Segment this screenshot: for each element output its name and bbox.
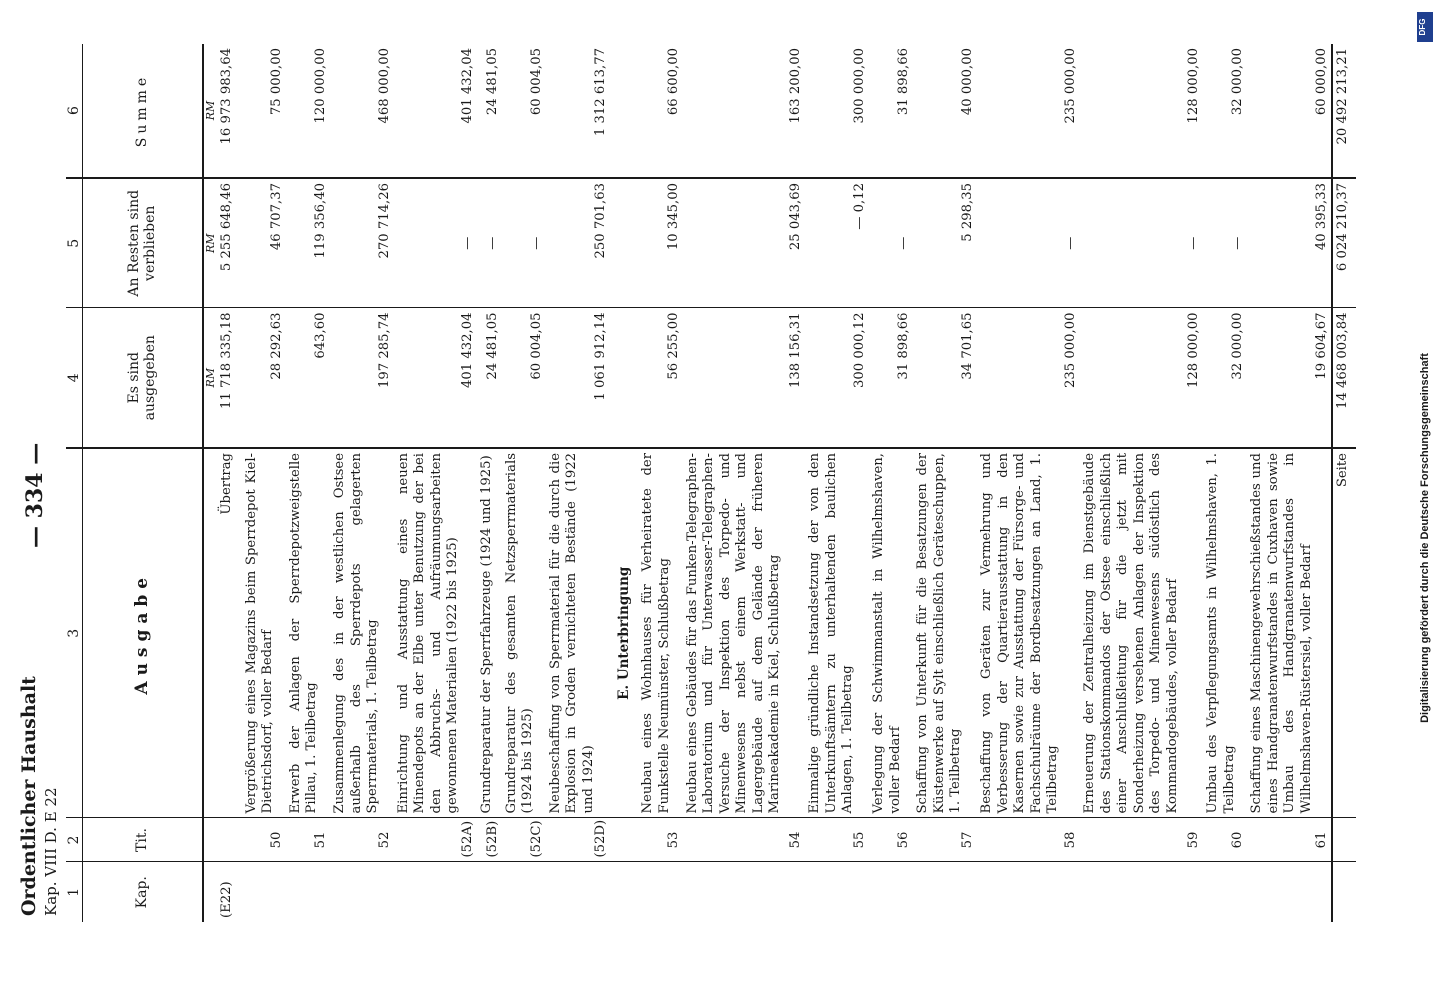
header-ausgegeben: Es sind ausgegeben [83, 308, 203, 448]
uebertrag-row [217, 44, 242, 922]
credit-text: Digitalisierung gefördert durch die Deutsche Forschungsgemeinschaft [1419, 353, 1431, 723]
summe-cell: 66 600,00 [638, 44, 682, 178]
summe-cell: 40 000,00 [913, 44, 977, 178]
seite-ausgegeben: 14 468 003,84 [1332, 308, 1356, 448]
resten-cell: — [477, 178, 501, 308]
tit-cell: 55 [805, 818, 869, 862]
description-cell: Umbau des Verpflegungsamts in Wilhelmshaven, 1. Teilbetrag [1203, 448, 1247, 818]
description-cell: Zusammenlegung des in der westlichen Ostsee außerhalb des Sperrdepots gelagerten Sperrmaterials, 1. Teilbetrag [330, 448, 394, 818]
page-number: — 334 — [22, 442, 48, 548]
table-row [242, 44, 286, 922]
ausgegeben-cell: 60 004,05 [502, 308, 546, 448]
tit-cell: (52A) [394, 818, 477, 862]
description-cell: Neubau eines Gebäudes für das Funken-Telegraphen-Laboratorium und für Unterwasser-Telegraphen-Versuche der Inspektion des Torpedo- und Minenwesens nebst einem Werkstatt- und Lagergebäude auf dem Gelände der früheren Marineakademie in Kiel, Schlußbetrag [683, 448, 806, 818]
summe-cell: 24 481,05 [477, 44, 501, 178]
summe-cell: 300 000,00 [805, 44, 869, 178]
summe-cell: 60 004,05 [502, 44, 546, 178]
unit-ausgegeben: RM [203, 308, 217, 448]
resten-cell: — [394, 178, 477, 308]
resten-cell: 5 298,35 [913, 178, 977, 308]
kap-value: (E22) [218, 881, 234, 918]
colnum-4: 4 [66, 308, 83, 448]
ausgegeben-cell: 32 000,00 [1203, 308, 1247, 448]
ausgegeben-cell: 1 061 912,14 [546, 308, 610, 448]
header-row [83, 44, 203, 922]
kap-cell [502, 862, 546, 922]
kap-cell [683, 862, 806, 922]
uebertrag-label: Übertrag [217, 448, 242, 818]
table-row [502, 44, 546, 922]
table-row [913, 44, 977, 922]
seite-summe: 20 492 213,21 [1332, 44, 1356, 178]
resten-cell: — [502, 178, 546, 308]
section-row [610, 44, 639, 922]
summe-cell: 120 000,00 [286, 44, 330, 178]
description-cell: Schaffung von Unterkunft für die Besatzungen der Küstenwerke auf Sylt einschließlich Geräteschuppen, 1. Teilbetrag [913, 448, 977, 818]
header-tit: Tit. [83, 818, 203, 862]
ausgegeben-cell: 235 000,00 [977, 308, 1080, 448]
description-cell: Neubau eines Wohnhauses für Verheiratete der Funkstelle Neumünster, Schlußbetrag [638, 448, 682, 818]
tit-cell: 60 [1203, 818, 1247, 862]
resten-cell: 25 043,69 [683, 178, 806, 308]
kap-cell [869, 862, 913, 922]
tit-cell: 57 [913, 818, 977, 862]
description-cell: Erwerb der Anlagen der Sperrdepotzweigstelle Pillau, 1. Teilbetrag [286, 448, 330, 818]
kap-cell [638, 862, 682, 922]
ausgegeben-cell: 34 701,65 [913, 308, 977, 448]
description-cell: Beschaffung von Geräten zur Vermehrung und Verbesserung der Quartierausstattung in den Kasernen sowie zur Ausstattung der Fürsorge- und Fachschulräume der Bordbesatzungen an Land, 1. Teilbetrag [977, 448, 1080, 818]
table-row [638, 44, 682, 922]
rows-section-d [242, 44, 610, 922]
table-row [546, 44, 610, 922]
table-row [869, 44, 913, 922]
resten-cell: — 0,12 [805, 178, 869, 308]
unit-summe: RM [203, 44, 217, 178]
uebertrag-resten: 5 255 648,46 [217, 178, 242, 308]
description-cell: Grundreparatur der Sperrfahrzeuge (1924 und 1925) [477, 448, 501, 818]
summe-cell: 401 432,04 [394, 44, 477, 178]
colnum-3: 3 [66, 448, 83, 818]
table-row [1203, 44, 1247, 922]
description-cell: Einrichtung und Ausstattung eines neuen Minendepots an der Elbe unter Benutzung der bei den Abbruchs- und Aufräumungsarbeiten gewonnenen Materialien (1922 bis 1925) [394, 448, 477, 818]
uebertrag-ausgegeben: 11 718 335,18 [217, 308, 242, 448]
seite-resten: 6 024 210,37 [1332, 178, 1356, 308]
resten-cell: 250 701,63 [546, 178, 610, 308]
ausgegeben-cell: 643,60 [286, 308, 330, 448]
tit-cell: 54 [683, 818, 806, 862]
kap-cell [913, 862, 977, 922]
colnum-2: 2 [66, 818, 83, 862]
kap-cell [805, 862, 869, 922]
resten-cell: — [869, 178, 913, 308]
resten-cell: 46 707,37 [242, 178, 286, 308]
table-row [805, 44, 869, 922]
resten-cell: 10 345,00 [638, 178, 682, 308]
section-e-title: E. Unterbringung [610, 448, 639, 818]
header-summe: Summe [83, 44, 203, 178]
kap-cell [286, 862, 330, 922]
colnum-6: 6 [66, 44, 83, 178]
kap-cell [242, 862, 286, 922]
kap-cell [1203, 862, 1247, 922]
ausgegeben-cell: 31 898,66 [869, 308, 913, 448]
tit-cell: (52B) [477, 818, 501, 862]
description-cell: Erneuerung der Zentralheizung im Dienstgebäude des Stationskommandos der Ostsee einschließlich einer Anschlußleitung für die jetzt mit Sonderheizung versehenen Anlagen der Inspektion des Torpedo- und Minenwesens südöstlich des Kommandogebäudes, voller Bedarf [1080, 448, 1203, 818]
uebertrag-summe: 16 973 983,64 [217, 44, 242, 178]
resten-cell: 40 395,33 [1247, 178, 1332, 308]
summe-cell: 468 000,00 [330, 44, 394, 178]
tit-cell: 56 [869, 818, 913, 862]
summe-cell: 31 898,66 [869, 44, 913, 178]
tit-cell: 58 [977, 818, 1080, 862]
dfg-logo-icon: DFG [1418, 18, 1427, 36]
table-row [394, 44, 477, 922]
ausgegeben-cell: 28 292,63 [242, 308, 286, 448]
table-row [477, 44, 501, 922]
tit-cell: 61 [1247, 818, 1332, 862]
header-resten: An Resten sind verblieben [83, 178, 203, 308]
seite-row [1332, 44, 1356, 922]
resten-cell: 119 356,40 [286, 178, 330, 308]
ausgegeben-cell: 24 481,05 [477, 308, 501, 448]
ausgegeben-cell: 56 255,00 [638, 308, 682, 448]
summe-cell: 60 000,00 [1247, 44, 1332, 178]
table-row [683, 44, 806, 922]
tit-cell: 50 [242, 818, 286, 862]
kap-cell [330, 862, 394, 922]
description-cell: Grundreparatur des gesamten Netzsperrmaterials (1924 bis 1925) [502, 448, 546, 818]
dfg-credit [1416, 8, 1434, 992]
table-row [1247, 44, 1332, 922]
ausgegeben-cell: 138 156,31 [683, 308, 806, 448]
tit-cell: 51 [286, 818, 330, 862]
tit-cell: (52D) [546, 818, 610, 862]
ausgegeben-cell: 197 285,74 [330, 308, 394, 448]
resten-cell: — [977, 178, 1080, 308]
table-row [286, 44, 330, 922]
summe-cell: 32 000,00 [1203, 44, 1247, 178]
summe-cell: 235 000,00 [977, 44, 1080, 178]
header-kap: Kap. [83, 862, 203, 922]
kap-cell [477, 862, 501, 922]
unit-row [203, 44, 217, 922]
ausgegeben-cell: 128 000,00 [1080, 308, 1203, 448]
description-cell: Vergrößerung eines Magazins beim Sperrdepot Kiel-Dietrichsdorf, voller Bedarf [242, 448, 286, 818]
kap-cell [1247, 862, 1332, 922]
kap-cell [977, 862, 1080, 922]
resten-cell: — [1080, 178, 1203, 308]
description-cell: Verlegung der Schwimmanstalt in Wilhelmshaven, voller Bedarf [869, 448, 913, 818]
kap-cell [546, 862, 610, 922]
seite-label: Seite [1332, 448, 1356, 818]
tit-cell: 53 [638, 818, 682, 862]
description-cell: Schaffung eines Maschinengewehrschießstandes und eines Handgranatenwurfstandes in Cuxhaven sowie Umbau des Handgranatenwurfstandes in Wilhelmshaven-Rüstersiel, voller Bedarf [1247, 448, 1332, 818]
ausgegeben-cell: 401 432,04 [394, 308, 477, 448]
document-title: Ordentlicher Haushalt [18, 676, 40, 916]
table-row [977, 44, 1080, 922]
tit-cell: 59 [1080, 818, 1203, 862]
budget-table [66, 44, 1356, 922]
tit-cell: (52C) [502, 818, 546, 862]
ausgegeben-cell: 300 000,12 [805, 308, 869, 448]
table-row [330, 44, 394, 922]
resten-cell: 270 714,26 [330, 178, 394, 308]
summe-cell: 128 000,00 [1080, 44, 1203, 178]
colnum-5: 5 [66, 178, 83, 308]
column-number-row [66, 44, 83, 922]
table-row [1080, 44, 1203, 922]
resten-cell: — [1203, 178, 1247, 308]
kap-cell [1080, 862, 1203, 922]
unit-resten: RM [203, 178, 217, 308]
tit-cell: 52 [330, 818, 394, 862]
rows-section-e [638, 44, 1332, 922]
chapter-reference: Kap. VIII D. E 22 [42, 787, 60, 916]
description-cell: Neubeschaffung von Sperrmaterial für die durch die Explosion in Groden vernichteten Bestände (1922 und 1924) [546, 448, 610, 818]
summe-cell: 1 312 613,77 [546, 44, 610, 178]
header-ausgabe: Ausgabe [83, 448, 203, 818]
description-cell: Einmalige gründliche Instandsetzung der von den Unterkunftsämtern zu unterhaltenden baulichen Anlagen, 1. Teilbetrag [805, 448, 869, 818]
colnum-1: 1 [66, 862, 83, 922]
summe-cell: 75 000,00 [242, 44, 286, 178]
summe-cell: 163 200,00 [683, 44, 806, 178]
ausgegeben-cell: 19 604,67 [1247, 308, 1332, 448]
kap-cell [394, 862, 477, 922]
